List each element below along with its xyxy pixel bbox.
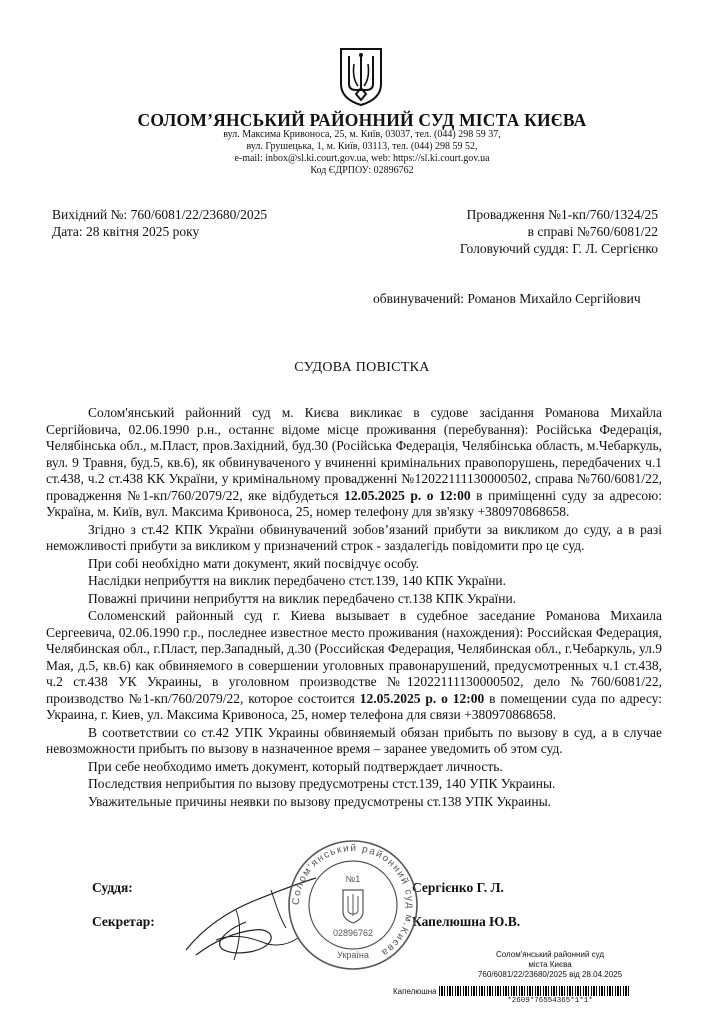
- presiding-judge: Головуючий суддя: Г. Л. Сергієнко: [459, 241, 658, 256]
- stamp-country: Україна: [337, 950, 369, 960]
- stamp-footer-line: міста Києва: [528, 960, 572, 969]
- text: в помещении суда по адресу: Украина, г. Киев, ул. Максима Кривоноса, 25, номер телефона для связи +380970868658.: [46, 690, 662, 722]
- hearing-datetime: 12.05.2025 р. о 12:00: [359, 690, 485, 706]
- paragraph-ua-summons: [46, 405, 662, 521]
- text: в приміщенні суду за адресою: Україна, м. Київ, вул. Максима Кривоноса, 25, номер телефону для зв'язку +380970868658.: [46, 487, 663, 519]
- text: Солом'янський районний суд м. Києва викликає в судове засідання Романова Михайла Сергійовича, 02.06.1990 р.н., останнє відоме місце проживання (перебування): Російська Федерація, Челябінська обл., м.Пласт, пров.Західний, буд.30 (Російська Федерація, Челябінська область, м.Чебаркуль, вул. 9 Травня, буд.5, кв.6), як обвинуваченого у вчиненні кримінальних правопорушень, передбачених ч.1 ст.438, ч.2 ст.438 КК України, у кримінальному провадженні №12022111130000502, справа №760/6081/22, провадження №1-кп/760/2079/22, яке відбудеться: [46, 405, 662, 503]
- paragraph: Последствия неприбытия по вызову предусмотрены стст.139, 140 УПК Украины.: [88, 776, 556, 791]
- court-address: [0, 129, 724, 177]
- paragraph: В соответствии со ст.42 УПК Украины обвиняемый обязан прибыть по вызову в суд, а в случае невозможности прибыть по вызову в назначенное время – заранее уведомить об этом суд.: [46, 724, 662, 756]
- paragraph: Уважительные причины неявки по вызову предусмотрены ст.138 УПК Украины.: [88, 793, 552, 809]
- paragraph: Поважні причини неприбуття на виклик передбачено ст.138 КПК України.: [88, 590, 517, 606]
- case-info: [380, 206, 658, 257]
- address-line: вул. Максима Кривоноса, 25, м. Київ, 03037, тел. (044) 298 59 37,: [223, 129, 501, 140]
- stamp-ring-text: Солом'янський районний суд м.Києва: [290, 842, 416, 959]
- address-line: вул. Грушецька, 1, м. Київ, 03113, тел. (044) 298 59 52,: [246, 141, 478, 152]
- stamp-footer-line: 760/6081/22/23680/2025 від 28.04.2025: [477, 970, 623, 979]
- address-line: Код ЄДРПОУ: 02896762: [310, 165, 414, 176]
- paragraph-ru-summons: [46, 608, 662, 724]
- judge-label: Суддя:: [92, 880, 133, 895]
- paragraph: Наслідки неприбуття на виклик передбачено стст.139, 140 КПК України.: [88, 573, 507, 588]
- hearing-datetime: 12.05.2025 р. о 12:00: [344, 487, 471, 503]
- stamp-footer-line: Солом'янський районний суд: [495, 950, 605, 959]
- judge-name: Сергієнко Г. Л.: [412, 880, 504, 895]
- stamp-number: №1: [345, 874, 361, 884]
- document-date: Дата: 28 квітня 2025 року: [52, 224, 200, 239]
- coat-of-arms-trident-icon: [338, 46, 384, 106]
- proceeding-number: Провадження №1-кп/760/1324/25: [466, 207, 658, 222]
- court-name: СОЛОМ’ЯНСЬКИЙ РАЙОННИЙ СУД МІСТА КИЄВА: [137, 110, 587, 130]
- outgoing-number: Вихідний №: 760/6081/22/23680/2025: [52, 207, 268, 222]
- outgoing-info: [52, 206, 267, 240]
- secretary-name: Капелюшна Ю.В.: [412, 914, 521, 929]
- text: Соломенский районный суд г. Киева вызывает в судебное заседание Романова Михаила Сергеевича, 02.06.1990 г.р., последнее известное место проживания (нахождения): Российская Федерация, Челябинская обл., г.Пласт, пер.Западный, д.30 (Российская Федерация, Челябинская обл., г.Чебаркуль, ул.9 Мая, д.5, кв.6) как обвиняемого в совершении уголовных правонарушений, предусмотренных ч.1 ст.438, ч.2 ст.438 УК Украины, в уголовном производстве №12022111130000502, дело №760/6081/22, производство №1-кп/760/2079/22, которое состоится: [46, 608, 662, 706]
- barcode-label: Капелюшна: [393, 986, 437, 996]
- address-line: e-mail: inbox@sl.ki.court.gov.ua, web: https://sl.ki.court.gov.ua: [234, 153, 490, 164]
- case-number: в справі №760/6081/22: [527, 224, 658, 239]
- electronic-stamp: [470, 950, 630, 980]
- stamp-code: 02896762: [332, 928, 374, 938]
- paragraph: При собі необхідно мати документ, який посвідчує особу.: [88, 555, 419, 571]
- barcode-icon: [439, 986, 629, 996]
- accused-name: обвинувачений: Романов Михайло Сергійович: [373, 291, 641, 306]
- court-stamp-icon: [286, 838, 420, 972]
- document-title: СУДОВА ПОВІСТКА: [294, 360, 430, 375]
- barcode-code: *2609*76554365*1*1*: [507, 997, 593, 1005]
- secretary-label: Секретар:: [92, 914, 155, 929]
- summons-body: [46, 405, 662, 810]
- barcode: [393, 985, 629, 997]
- paragraph: Згідно з ст.42 КПК України обвинувачений зобов’язаний прибути за викликом до суду, а в разі неможливості прибути за викликом у призначений строк - заздалегідь повідомити про це суд.: [46, 521, 662, 553]
- paragraph: При себе необходимо иметь документ, который подтверждает личность.: [88, 758, 503, 774]
